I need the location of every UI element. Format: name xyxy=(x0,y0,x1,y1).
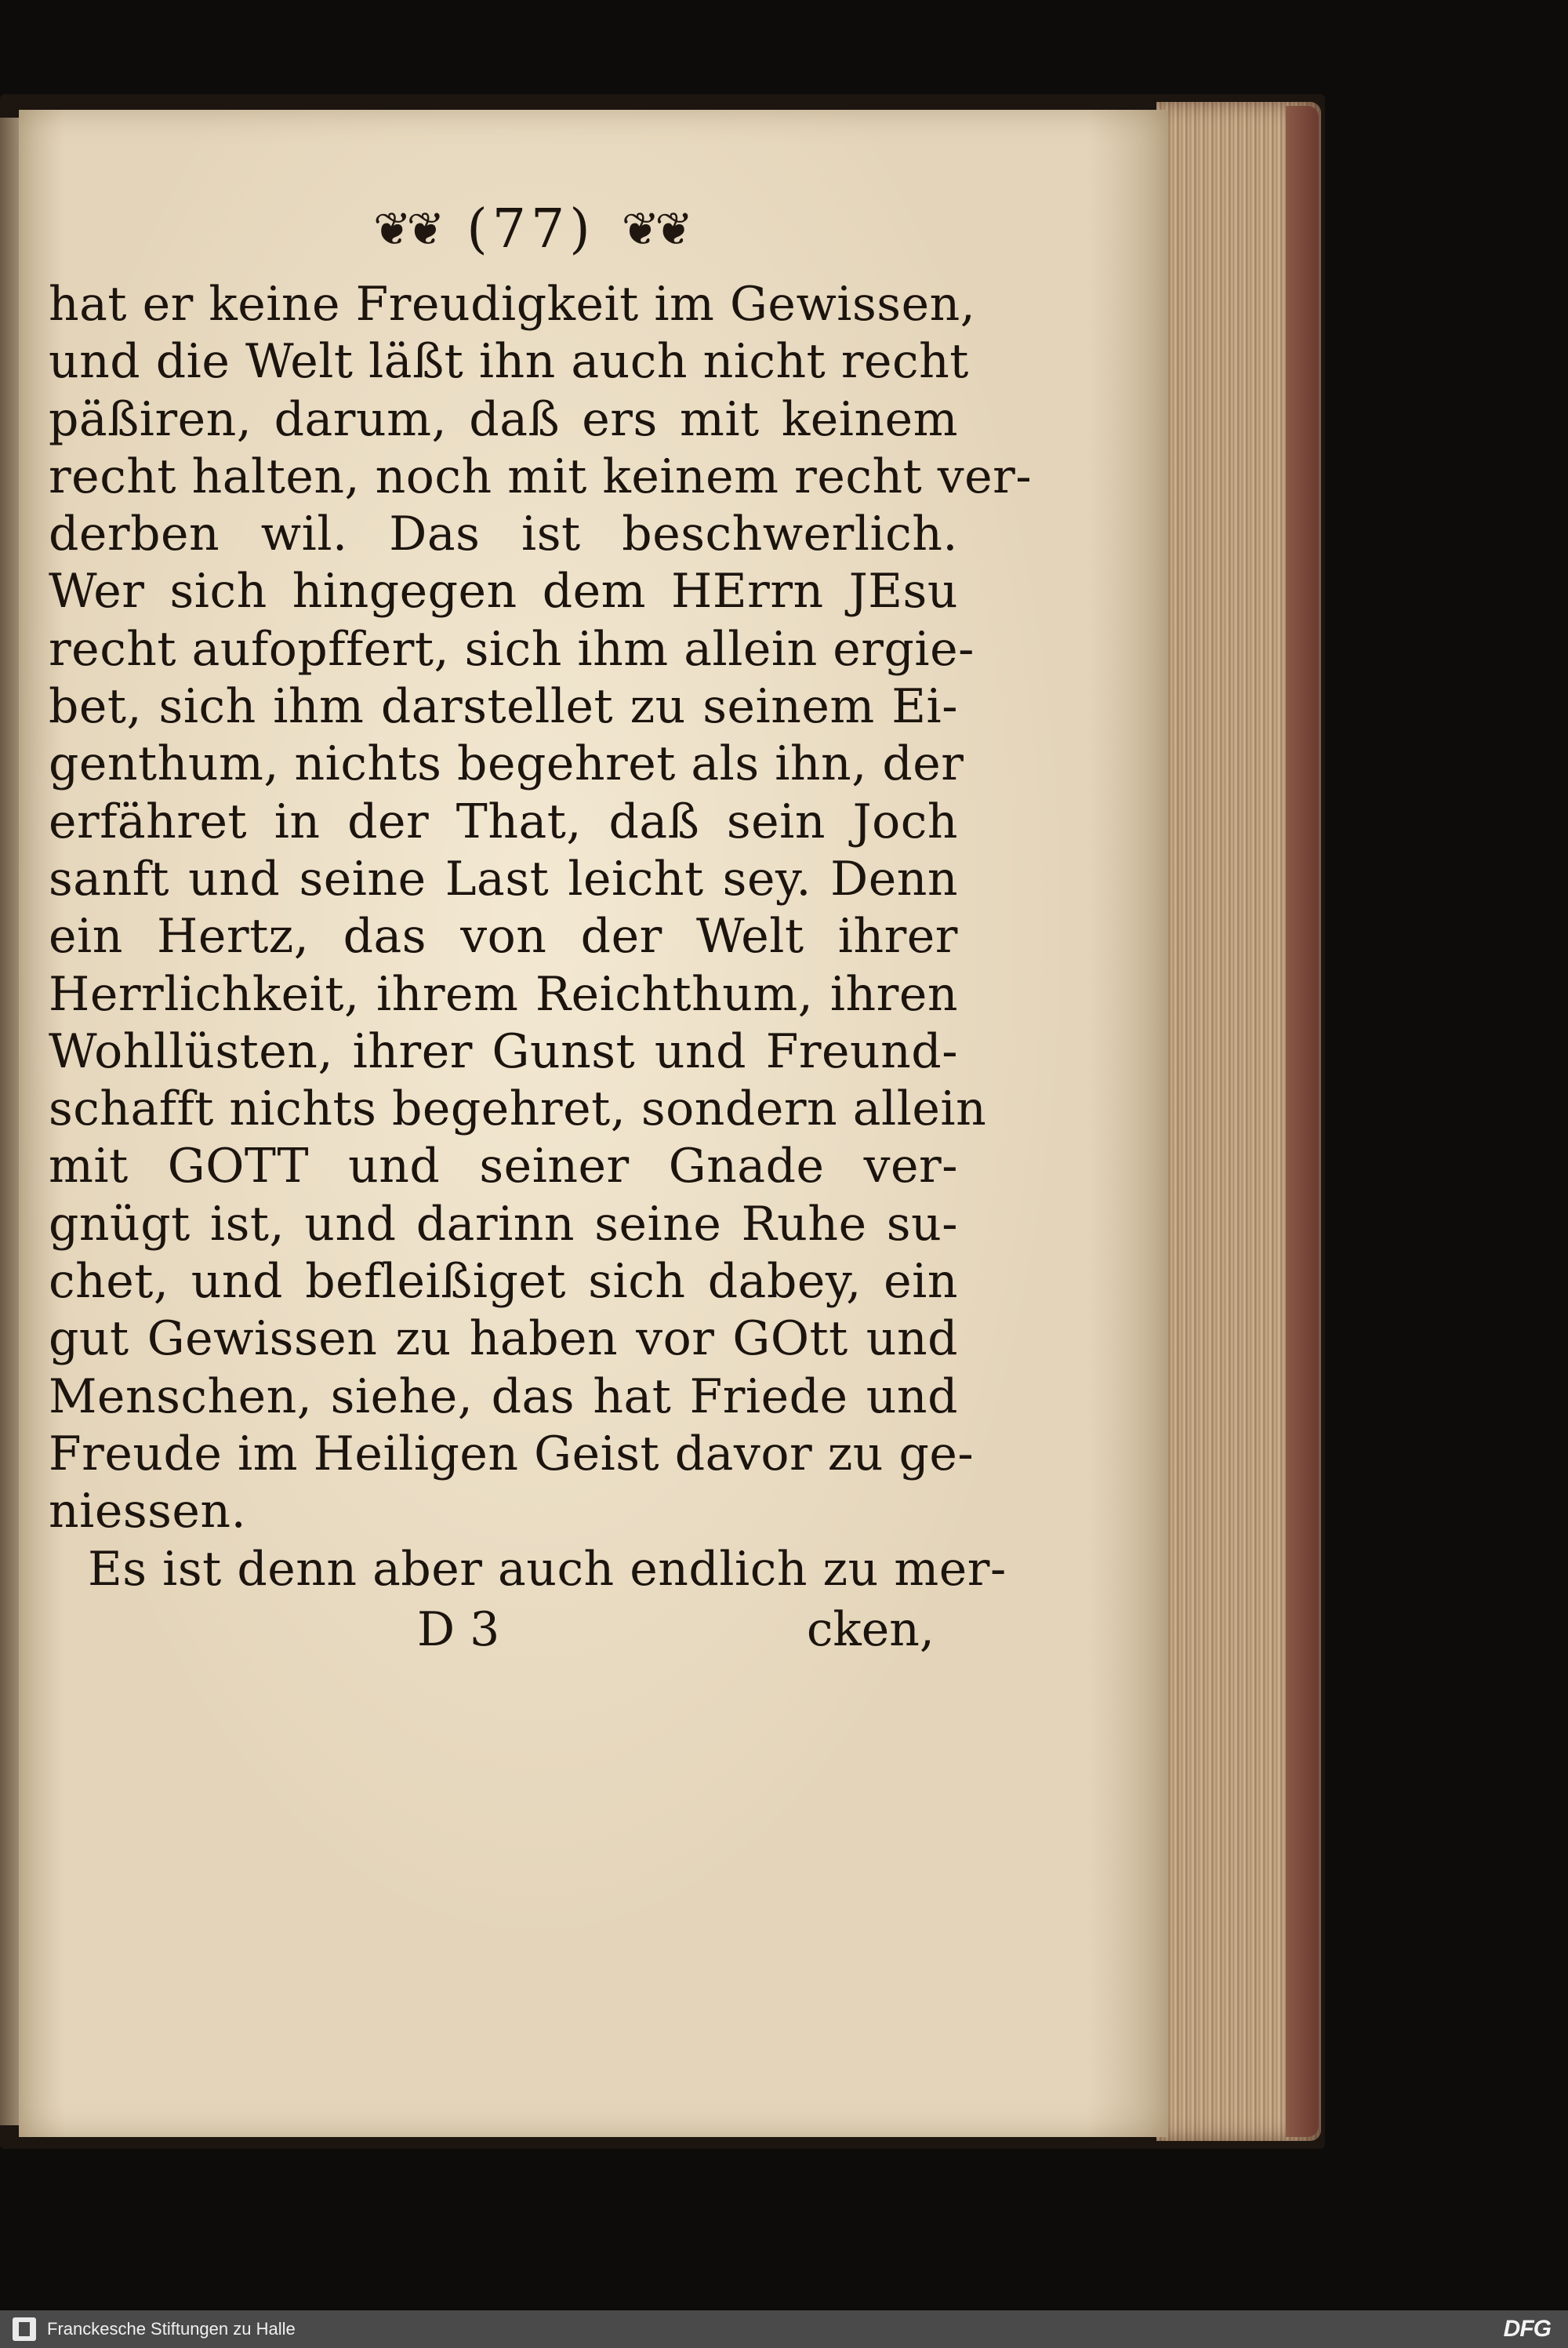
last-paragraph-line: Es ist denn aber auch endlich zu mer- xyxy=(88,1541,1007,1597)
text-line: bet, sich ihm darstellet zu seinem Ei- xyxy=(49,679,958,735)
page-text xyxy=(49,182,1033,1661)
text-line: sanft und seine Last leicht sey. Denn xyxy=(49,851,958,907)
text-line: niessen. xyxy=(49,1484,247,1539)
text-line: genthum, nichts begehret als ihn, der xyxy=(49,736,964,792)
ornament-left: ❦❦ xyxy=(373,202,441,256)
text-line: Freude im Heiligen Geist davor zu ge- xyxy=(49,1426,975,1481)
text-line: Wer sich hingegen dem HErrn JEsu xyxy=(49,564,958,620)
text-line: schafft nichts begehret, sondern allein xyxy=(49,1081,987,1137)
text-line: und die Welt läßt ihn auch nicht recht xyxy=(49,334,969,390)
ornament-right: ❦❦ xyxy=(621,202,688,256)
page-number: (77) xyxy=(466,198,595,260)
text-line: chet, und befleißiget sich dabey, ein xyxy=(49,1254,958,1310)
text-line: Herrlichkeit, ihrem Reichthum, ihren xyxy=(49,966,958,1022)
text-line: erfähret in der That, daß sein Joch xyxy=(49,794,958,849)
signature-line xyxy=(49,1598,958,1661)
text-line: recht halten, noch mit keinem recht ver- xyxy=(49,449,1033,504)
dfg-logo: DFG xyxy=(1503,2316,1551,2342)
text-line: hat er keine Freudigkeit im Gewissen, xyxy=(49,277,976,332)
text-line: mit GOTT und seiner Gnade ver- xyxy=(49,1139,958,1194)
text-lines xyxy=(49,276,1033,1541)
running-head xyxy=(103,182,958,276)
institution-logo-icon xyxy=(13,2317,36,2341)
text-line: Wohllüsten, ihrer Gunst und Freund- xyxy=(49,1023,958,1079)
institution-name: Franckesche Stiftungen zu Halle xyxy=(47,2319,296,2339)
text-line: Menschen, siehe, das hat Friede und xyxy=(49,1368,958,1424)
text-line: ein Hertz, das von der Welt ihrer xyxy=(49,909,958,965)
text-line: gnügt ist, und darinn seine Ruhe su- xyxy=(49,1196,958,1252)
footer-bar xyxy=(0,2310,1568,2348)
text-line: gut Gewissen zu haben vor GOtt und xyxy=(49,1311,958,1367)
page-edges-rim xyxy=(1286,106,1319,2137)
signature-mark: D 3 xyxy=(417,1601,500,1657)
text-line: päßiren, darum, daß ers mit keinem xyxy=(49,391,958,447)
text-line: derben wil. Das ist beschwerlich. xyxy=(49,507,958,562)
text-line: recht aufopffert, sich ihm allein ergie- xyxy=(49,621,975,677)
catchword: cken, xyxy=(806,1601,935,1657)
